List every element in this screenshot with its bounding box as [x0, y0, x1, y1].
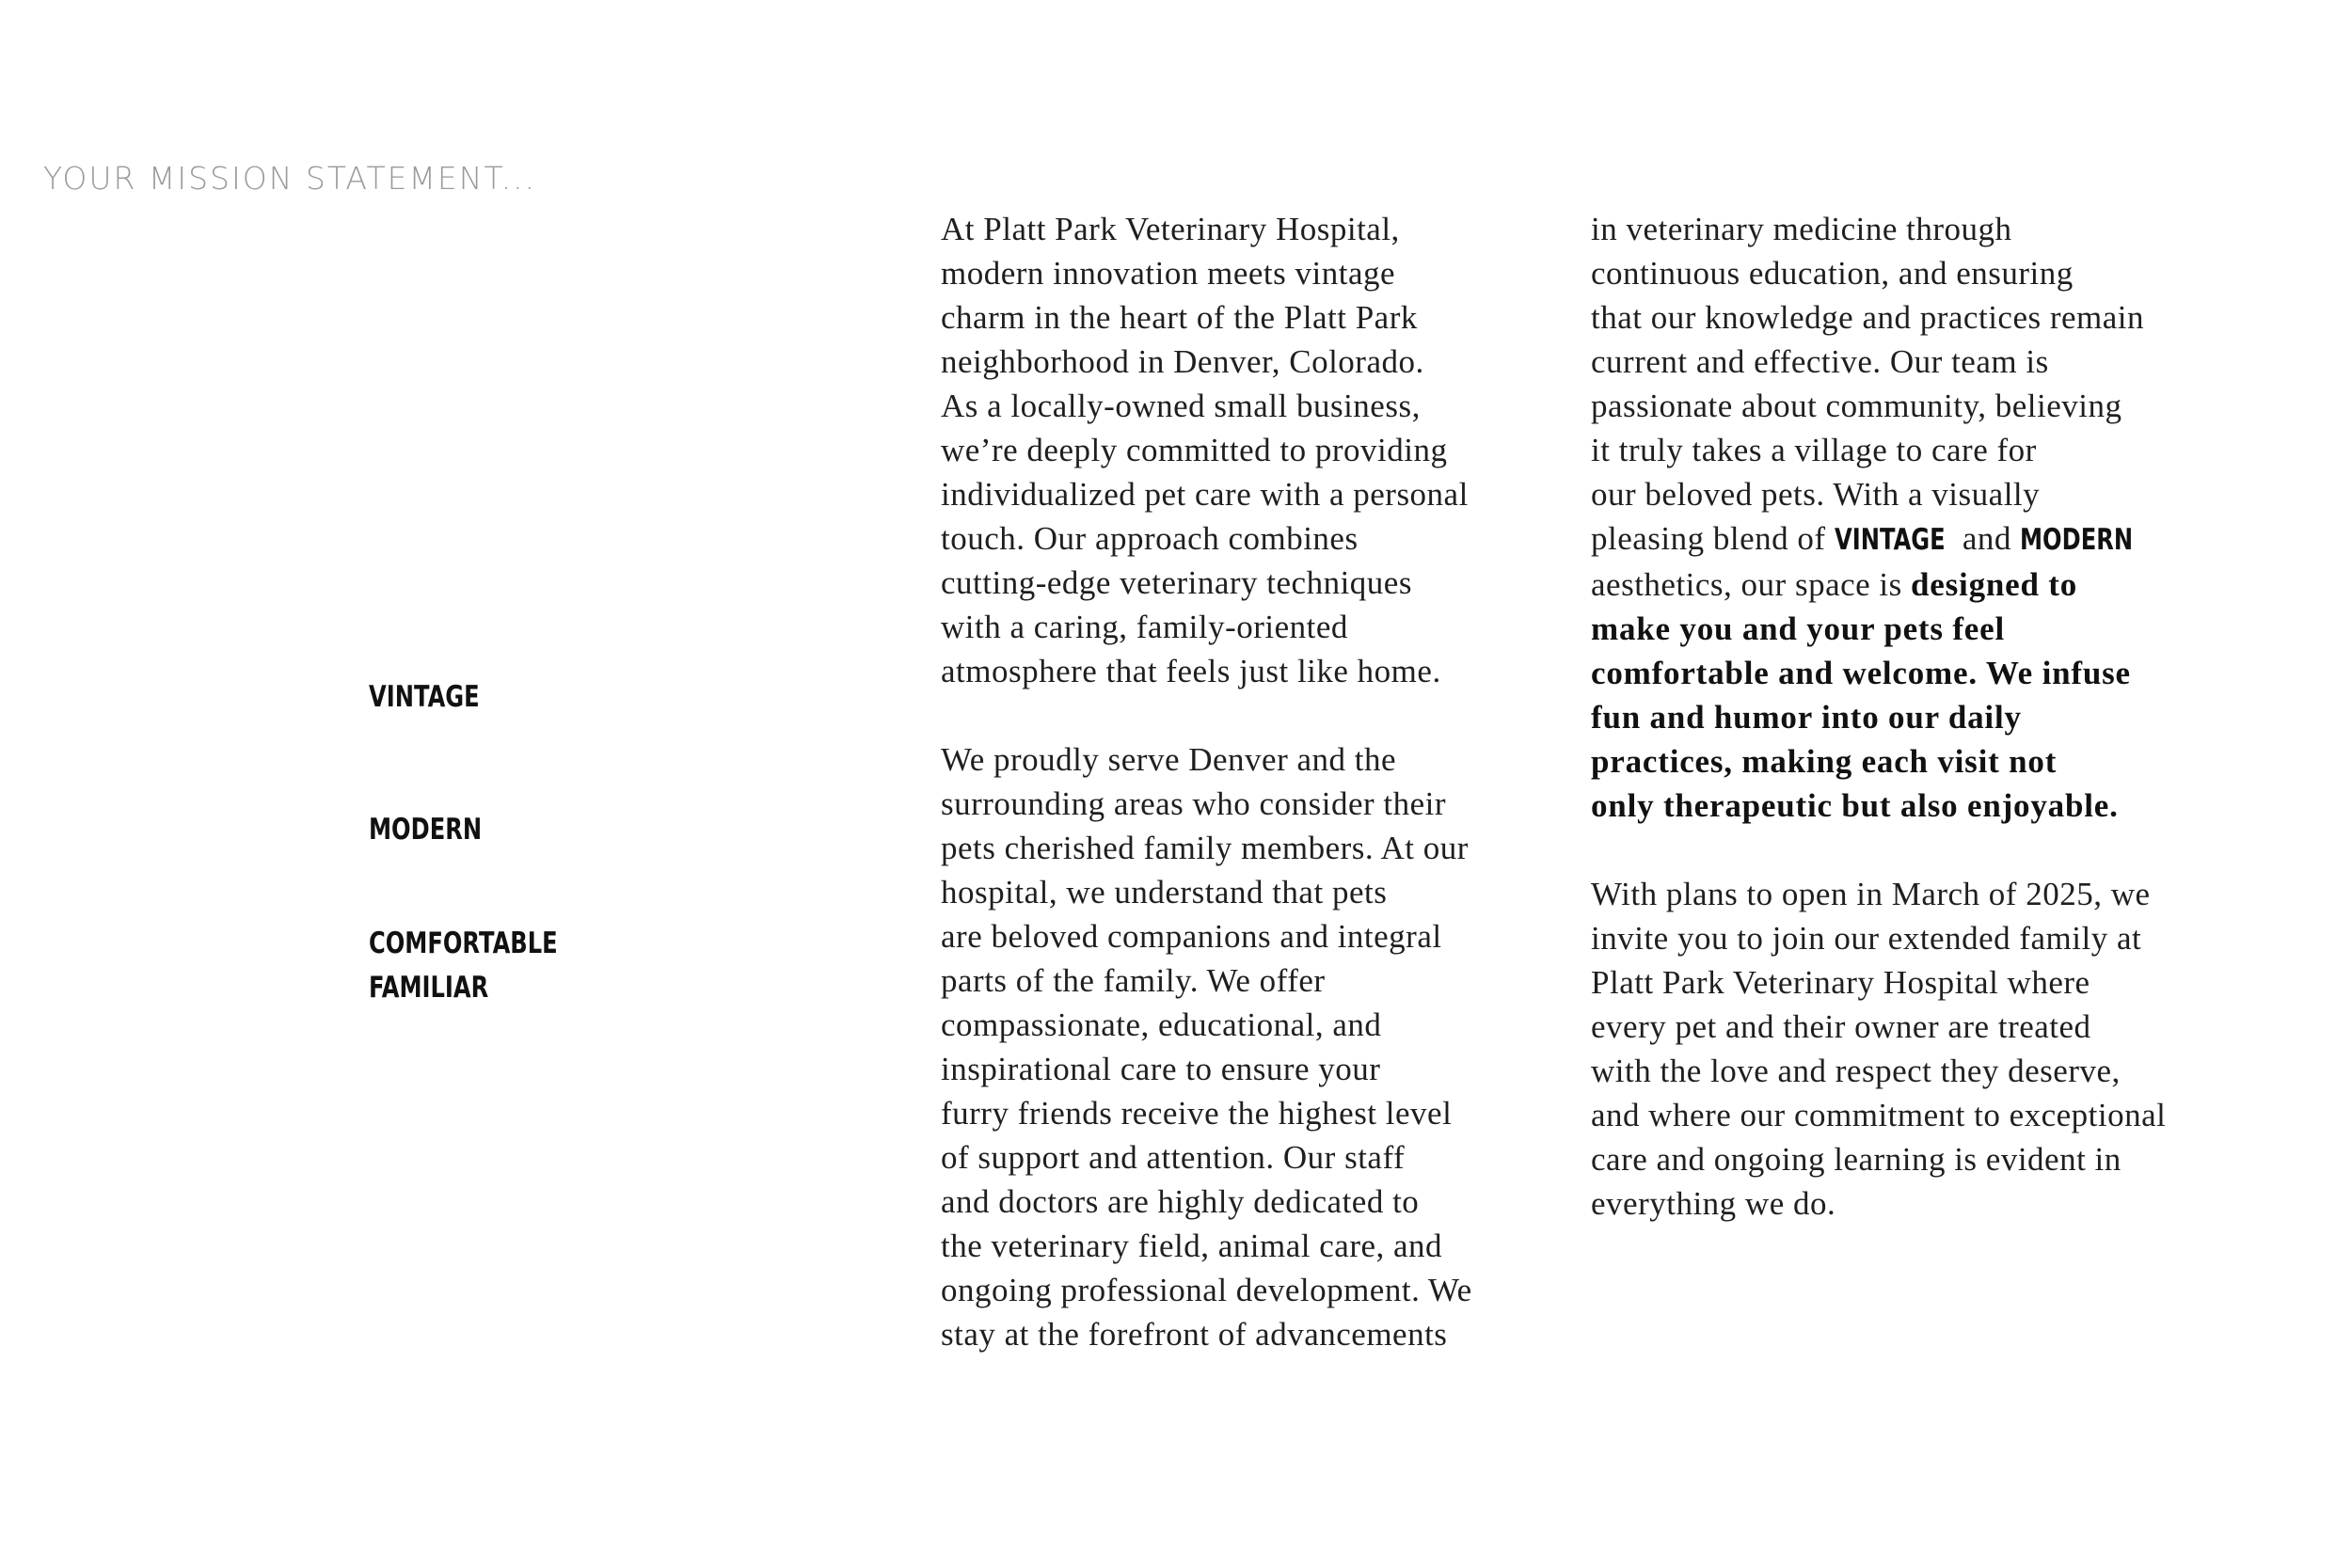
bold-text-line: fun and humor into our daily: [1591, 699, 2022, 736]
text-line: [1591, 562, 2259, 607]
text-line: touch. Our approach combines: [941, 520, 1359, 557]
bold-text-line: practices, making each visit not: [1591, 743, 2058, 780]
text-line: invite you to join our extended family at: [1591, 920, 2142, 957]
text-line: At Platt Park Veterinary Hospital,: [941, 211, 1400, 247]
text-line: surrounding areas who consider their: [941, 785, 1447, 822]
text-line: modern innovation meets vintage: [941, 255, 1396, 292]
text-line: current and effective. Our team is: [1591, 343, 2049, 380]
text-line: inspirational care to ensure your: [941, 1051, 1381, 1087]
text-line: hospital, we understand that pets: [941, 874, 1388, 911]
mission-paragraph-4: [1591, 872, 2259, 1226]
text-line: every pet and their owner are treated: [1591, 1008, 2091, 1045]
text-line: parts of the family. We offer: [941, 962, 1326, 999]
text-line: that our knowledge and practices remain: [1591, 299, 2145, 336]
text-line: in veterinary medicine through: [1591, 211, 2012, 247]
text-line: and doctors are highly dedicated to: [941, 1183, 1420, 1220]
keyword-comfortable: COMFORTABLE: [369, 927, 558, 960]
text-line: it truly takes a village to care for: [1591, 432, 2037, 468]
inline-keyword-modern: MODERN: [2020, 523, 2134, 557]
text-line: with the love and respect they deserve,: [1591, 1053, 2121, 1089]
text-line: we’re deeply committed to providing: [941, 432, 1448, 468]
keyword-familiar: FAMILIAR: [369, 971, 489, 1005]
text-line: are beloved companions and integral: [941, 918, 1442, 955]
keyword-vintage: VINTAGE: [369, 680, 480, 714]
section-label: YOUR MISSION STATEMENT...: [43, 160, 537, 197]
mission-column-2: [1591, 207, 2259, 1226]
bold-text-line: comfortable and welcome. We infuse: [1591, 655, 2131, 691]
text-line: As a locally-owned small business,: [941, 388, 1421, 424]
text-line: [1591, 516, 2259, 562]
text-run: pleasing blend of: [1591, 520, 1835, 557]
bold-text-line: make you and your pets feel: [1591, 610, 2005, 647]
text-run: and: [1953, 520, 2021, 557]
text-line: neighborhood in Denver, Colorado.: [941, 343, 1424, 380]
mission-paragraph-3: [1591, 207, 2259, 828]
text-line: pets cherished family members. At our: [941, 830, 1469, 866]
keyword-modern: MODERN: [369, 813, 483, 847]
mission-paragraph-1: [941, 207, 1543, 693]
text-line: care and ongoing learning is evident in: [1591, 1141, 2122, 1178]
text-line: We proudly serve Denver and the: [941, 741, 1397, 778]
text-line: stay at the forefront of advancements: [941, 1316, 1448, 1353]
text-line: everything we do.: [1591, 1185, 1836, 1222]
text-run: aesthetics, our space is: [1591, 566, 1912, 603]
brand-keywords: [369, 0, 707, 1129]
mission-column-1: [941, 207, 1543, 1356]
text-line: compassionate, educational, and: [941, 1006, 1382, 1043]
text-line: continuous education, and ensuring: [1591, 255, 2074, 292]
bold-text-run: designed to: [1911, 566, 2078, 603]
text-line: cutting-edge veterinary techniques: [941, 564, 1412, 601]
mission-paragraph-2: [941, 737, 1543, 1356]
paragraph-gap: [1591, 828, 2259, 872]
text-line: with a caring, family-oriented: [941, 609, 1348, 645]
text-line: our beloved pets. With a visually: [1591, 476, 2041, 513]
text-line: passionate about community, believing: [1591, 388, 2122, 424]
paragraph-gap: [941, 693, 1543, 737]
text-line: With plans to open in March of 2025, we: [1591, 876, 2151, 912]
text-line: the veterinary field, animal care, and: [941, 1227, 1443, 1264]
text-line: ongoing professional development. We: [941, 1272, 1472, 1308]
text-line: of support and attention. Our staff: [941, 1139, 1406, 1176]
bold-text-line: only therapeutic but also enjoyable.: [1591, 787, 2119, 824]
inline-keyword-vintage: VINTAGE: [1834, 523, 1946, 557]
text-line: Platt Park Veterinary Hospital where: [1591, 964, 2090, 1001]
text-line: and where our commitment to exceptional: [1591, 1097, 2167, 1133]
text-line: furry friends receive the highest level: [941, 1095, 1453, 1132]
text-line: atmosphere that feels just like home.: [941, 653, 1441, 689]
text-line: individualized pet care with a personal: [941, 476, 1469, 513]
text-line: charm in the heart of the Platt Park: [941, 299, 1418, 336]
